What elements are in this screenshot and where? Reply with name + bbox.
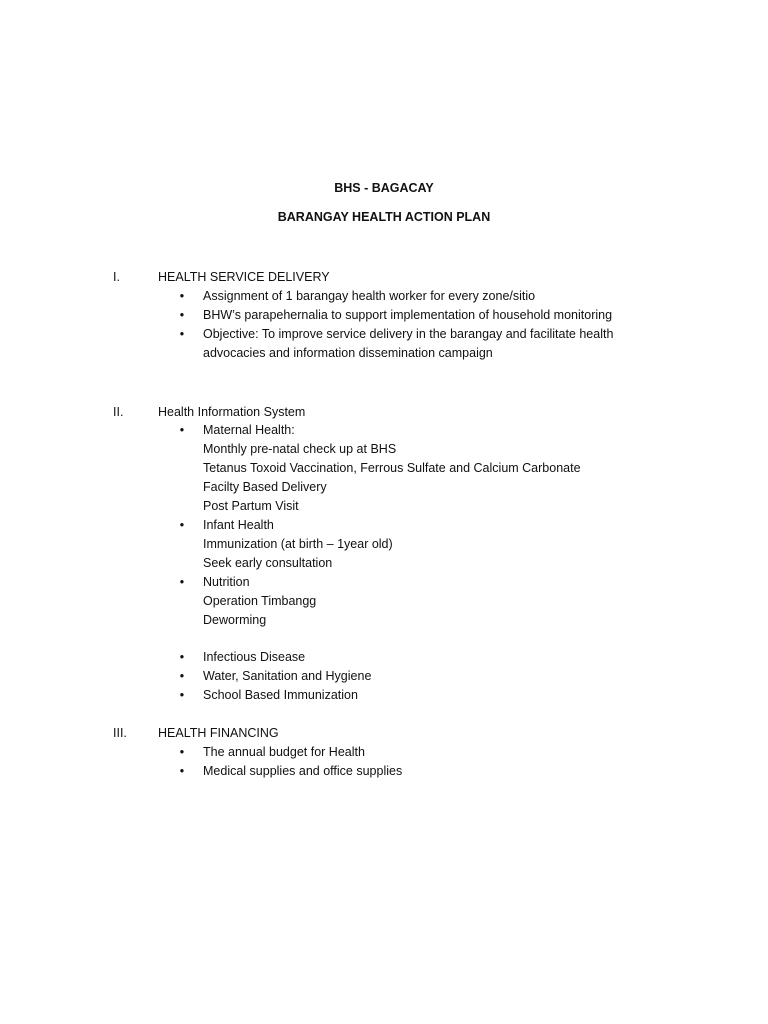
list-item-label: Water, Sanitation and Hygiene <box>203 669 372 683</box>
bullet-icon: • <box>179 518 185 532</box>
list-item <box>177 325 657 363</box>
sub-item: Facilty Based Delivery <box>203 480 327 494</box>
section-number: III. <box>113 726 127 740</box>
bullet-list <box>177 421 657 705</box>
list-item-label: School Based Immunization <box>203 688 358 702</box>
bullet-icon: • <box>179 688 185 702</box>
sub-item: Tetanus Toxoid Vaccination, Ferrous Sulfate and Calcium Carbonate <box>203 461 581 475</box>
list-item <box>177 648 657 667</box>
list-item-text: BHW’s parapehernalia to support implementation of household monitoring <box>203 308 613 322</box>
list-item <box>177 667 657 686</box>
sub-item: Operation Timbangg <box>203 594 317 608</box>
bullet-icon: • <box>179 423 185 437</box>
list-item <box>177 287 657 306</box>
sub-item: Post Partum Visit <box>203 499 299 513</box>
section-heading <box>113 268 673 287</box>
document-subtitle: BARANGAY HEALTH ACTION PLAN <box>277 210 491 224</box>
list-item <box>177 743 657 762</box>
list-item <box>177 762 657 781</box>
list-item-label: Nutrition <box>203 575 250 589</box>
list-item-text: Assignment of 1 barangay health worker for every zone/sitio <box>203 289 536 303</box>
bullet-icon: • <box>179 327 185 341</box>
list-item <box>177 516 657 573</box>
sub-item: Deworming <box>203 613 267 627</box>
section-title: HEALTH FINANCING <box>158 726 279 740</box>
list-item-label: Infant Health <box>203 518 274 532</box>
bullet-icon: • <box>179 650 185 664</box>
section-title: HEALTH SERVICE DELIVERY <box>158 270 330 284</box>
bullet-icon: • <box>179 308 185 322</box>
sub-item: Immunization (at birth – 1year old) <box>203 537 393 551</box>
list-item-label: Maternal Health: <box>203 423 295 437</box>
bullet-icon: • <box>179 745 185 759</box>
bullet-icon: • <box>179 289 185 303</box>
section-title: Health Information System <box>158 405 306 419</box>
list-item-text: The annual budget for Health <box>203 745 365 759</box>
section-heading <box>113 403 673 422</box>
list-item-text: Medical supplies and office supplies <box>203 764 403 778</box>
sub-item: Seek early consultation <box>203 556 333 570</box>
sub-item: Monthly pre-natal check up at BHS <box>203 442 397 456</box>
list-item-label: Infectious Disease <box>203 650 306 664</box>
document-title: BHS - BAGACAY <box>334 181 434 195</box>
bullet-list <box>177 743 657 781</box>
section-number: I. <box>113 270 120 284</box>
list-item <box>177 421 657 516</box>
bullet-icon: • <box>179 575 185 589</box>
bullet-list <box>177 287 657 363</box>
section-number: II. <box>113 405 124 419</box>
list-item <box>177 686 657 705</box>
list-item-text: Objective: To improve service delivery in the barangay and facilitate health advocacies and information dissemination campaign <box>203 327 614 360</box>
bullet-icon: • <box>179 669 185 683</box>
list-item <box>177 573 657 630</box>
bullet-icon: • <box>179 764 185 778</box>
list-spacer <box>177 630 657 648</box>
section-heading <box>113 724 673 743</box>
list-item <box>177 306 657 325</box>
